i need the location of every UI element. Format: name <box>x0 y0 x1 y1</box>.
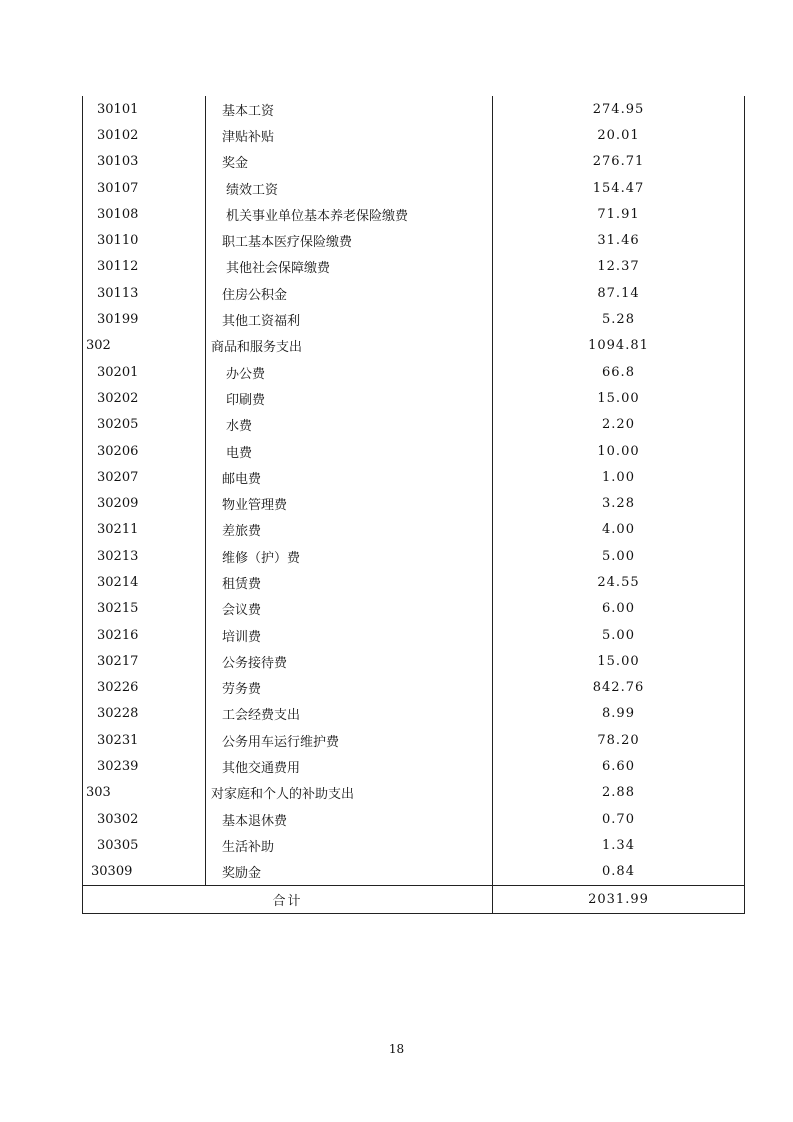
account-name: 物业管理费 <box>206 490 493 516</box>
table-row <box>83 753 745 779</box>
account-amount: 24.55 <box>493 569 745 595</box>
account-name: 差旅费 <box>206 517 493 543</box>
account-name: 基本退休费 <box>206 806 493 832</box>
account-amount: 0.70 <box>493 806 745 832</box>
account-code: 30101 <box>83 96 206 122</box>
account-amount: 1.00 <box>493 464 745 490</box>
account-amount: 1.34 <box>493 832 745 858</box>
account-name: 培训费 <box>206 622 493 648</box>
account-code: 30206 <box>83 438 206 464</box>
table-row <box>83 280 745 306</box>
account-code: 30102 <box>83 122 206 148</box>
table-row <box>83 201 745 227</box>
account-code: 30217 <box>83 648 206 674</box>
account-name: 维修（护）费 <box>206 543 493 569</box>
account-name: 基本工资 <box>206 96 493 122</box>
account-amount: 3.28 <box>493 490 745 516</box>
table-row <box>83 464 745 490</box>
account-code: 30226 <box>83 675 206 701</box>
account-code: 30216 <box>83 622 206 648</box>
account-code: 30209 <box>83 490 206 516</box>
table-row <box>83 306 745 332</box>
account-name: 劳务费 <box>206 675 493 701</box>
account-name: 邮电费 <box>206 464 493 490</box>
table-row <box>83 727 745 753</box>
account-amount: 71.91 <box>493 201 745 227</box>
account-code: 30211 <box>83 517 206 543</box>
table-row <box>83 254 745 280</box>
account-name: 公务接待费 <box>206 648 493 674</box>
account-name: 办公费 <box>206 359 493 385</box>
table-row <box>83 96 745 122</box>
account-name: 工会经费支出 <box>206 701 493 727</box>
account-amount: 2.88 <box>493 780 745 806</box>
account-amount: 6.00 <box>493 596 745 622</box>
account-code: 30110 <box>83 227 206 253</box>
account-amount: 20.01 <box>493 122 745 148</box>
account-amount: 5.00 <box>493 543 745 569</box>
account-name: 对家庭和个人的补助支出 <box>206 780 493 806</box>
account-code: 30199 <box>83 306 206 332</box>
account-name: 会议费 <box>206 596 493 622</box>
account-code: 30202 <box>83 385 206 411</box>
account-amount: 276.71 <box>493 149 745 175</box>
account-code: 30214 <box>83 569 206 595</box>
account-code: 30107 <box>83 175 206 201</box>
account-amount: 10.00 <box>493 438 745 464</box>
account-code: 302 <box>83 333 206 359</box>
account-amount: 15.00 <box>493 385 745 411</box>
table-row <box>83 175 745 201</box>
account-amount: 842.76 <box>493 675 745 701</box>
account-name: 生活补助 <box>206 832 493 858</box>
account-name: 其他工资福利 <box>206 306 493 332</box>
page-number: 18 <box>388 1042 405 1056</box>
account-amount: 5.28 <box>493 306 745 332</box>
table-row <box>83 596 745 622</box>
table-row <box>83 543 745 569</box>
account-amount: 2.20 <box>493 412 745 438</box>
account-name: 奖励金 <box>206 859 493 886</box>
table-row <box>83 149 745 175</box>
account-name: 印刷费 <box>206 385 493 411</box>
account-code: 30231 <box>83 727 206 753</box>
account-amount: 15.00 <box>493 648 745 674</box>
account-amount: 87.14 <box>493 280 745 306</box>
account-amount: 274.95 <box>493 96 745 122</box>
total-row <box>83 885 745 913</box>
account-code: 30309 <box>83 859 206 886</box>
account-name: 其他交通费用 <box>206 753 493 779</box>
account-name: 绩效工资 <box>206 175 493 201</box>
table-row <box>83 859 745 886</box>
table-row <box>83 569 745 595</box>
account-amount: 31.46 <box>493 227 745 253</box>
account-amount: 0.84 <box>493 859 745 886</box>
account-code: 30201 <box>83 359 206 385</box>
table-row <box>83 122 745 148</box>
account-amount: 1094.81 <box>493 333 745 359</box>
total-amount: 2031.99 <box>493 885 745 913</box>
account-code: 30108 <box>83 201 206 227</box>
account-amount: 66.8 <box>493 359 745 385</box>
account-code: 30305 <box>83 832 206 858</box>
total-label: 合计 <box>83 885 493 913</box>
table-row <box>83 385 745 411</box>
account-code: 30213 <box>83 543 206 569</box>
table-row <box>83 517 745 543</box>
account-code: 30205 <box>83 412 206 438</box>
table-row <box>83 832 745 858</box>
table-row <box>83 438 745 464</box>
account-name: 公务用车运行维护费 <box>206 727 493 753</box>
account-name: 职工基本医疗保险缴费 <box>206 227 493 253</box>
account-name: 奖金 <box>206 149 493 175</box>
table-row <box>83 780 745 806</box>
account-name: 津贴补贴 <box>206 122 493 148</box>
table-row <box>83 806 745 832</box>
account-name: 电费 <box>206 438 493 464</box>
account-amount: 5.00 <box>493 622 745 648</box>
table-row <box>83 701 745 727</box>
account-name: 商品和服务支出 <box>206 333 493 359</box>
account-code: 30103 <box>83 149 206 175</box>
table-row <box>83 675 745 701</box>
account-code: 30215 <box>83 596 206 622</box>
table-body <box>83 96 745 885</box>
account-name: 其他社会保障缴费 <box>206 254 493 280</box>
table-row <box>83 648 745 674</box>
account-amount: 12.37 <box>493 254 745 280</box>
table-row <box>83 622 745 648</box>
account-amount: 78.20 <box>493 727 745 753</box>
account-name: 机关事业单位基本养老保险缴费 <box>206 201 493 227</box>
table-row <box>83 359 745 385</box>
table-row <box>83 490 745 516</box>
account-code: 30207 <box>83 464 206 490</box>
account-amount: 154.47 <box>493 175 745 201</box>
account-name: 住房公积金 <box>206 280 493 306</box>
account-code: 303 <box>83 780 206 806</box>
account-amount: 6.60 <box>493 753 745 779</box>
account-amount: 4.00 <box>493 517 745 543</box>
account-code: 30113 <box>83 280 206 306</box>
account-code: 30302 <box>83 806 206 832</box>
table-row <box>83 333 745 359</box>
table-row <box>83 227 745 253</box>
account-amount: 8.99 <box>493 701 745 727</box>
table-row <box>83 412 745 438</box>
account-code: 30239 <box>83 753 206 779</box>
account-name: 租赁费 <box>206 569 493 595</box>
account-code: 30228 <box>83 701 206 727</box>
account-code: 30112 <box>83 254 206 280</box>
budget-table <box>82 96 745 914</box>
account-name: 水费 <box>206 412 493 438</box>
